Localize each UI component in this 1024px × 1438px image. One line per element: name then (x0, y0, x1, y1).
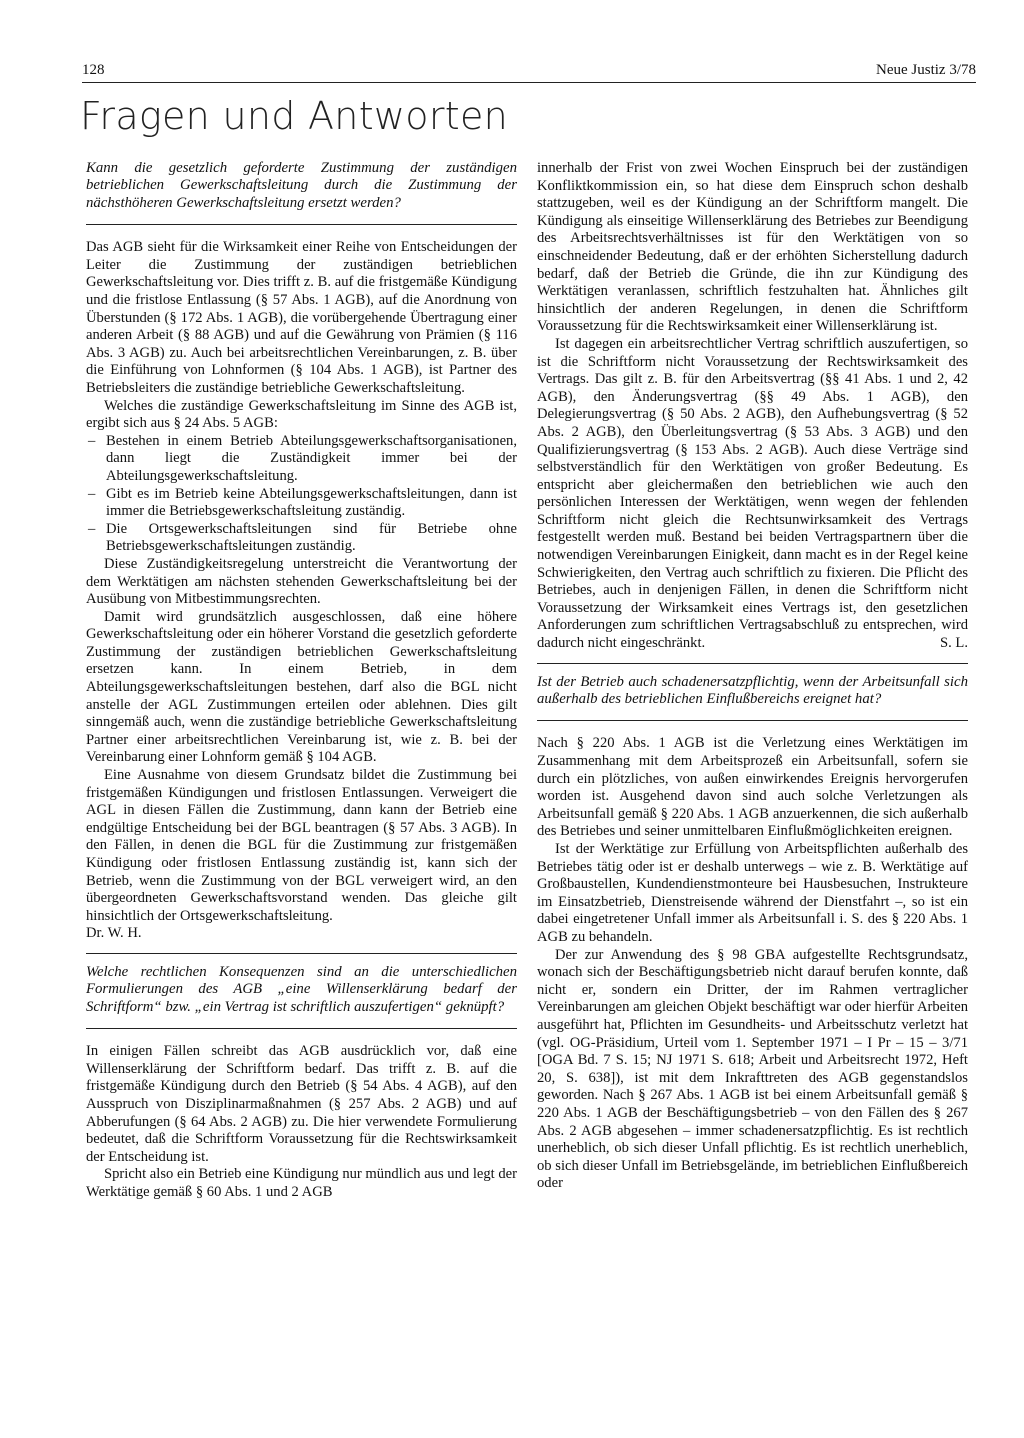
answer-2-text: Ist dagegen ein arbeitsrechtlicher Vertrag schriftlich auszufertigen, so ist die Schriftform nicht Voraussetzung der Rechtswirksamkeit des Vertrags. Das gilt z. B. für den Arbeitsvertrag (§§ 41 Abs. 1 und 2, 42 AGB), den Änderungsvertrag (§§ 49 Abs. 1 AGB), den Delegierungsvertrag (§ 50 Abs. 2 AGB), den Aufhebungsvertrag (§ 52 Abs. 2 AGB), den Überleitungsvertrag (§ 53 Abs. 3 AGB) und den Qualifizierungsvertrag (§ 153 Abs. 2 AGB). Auch diese Verträge sind selbstverständlich für den Werktätigen von großer Bedeutung. Es entspricht aber gleichermaßen den betrieblichen wie auch den persönlichen Interessen der Werktätigen, wenn wegen der fehlenden Schriftform nicht gleich die Rechtsunwirksamkeit des Vertrags festgestellt werden muß. Bestand bei beiden Vertragspartnern über die notwendigen Vereinbarungen Einigkeit, dann macht es in der Regel keine Schwierigkeiten, den Vertrag auch schriftlich zu fixieren. Die Pflicht des Betriebes, auch in denjenigen Fällen, in denen die Schriftform nicht Voraussetzung der Wirksamkeit eines Vertrags ist, den gesetzlichen Anforderungen zum schriftlichen Vertragsabschluß zu entsprechen, wird dadurch nicht eingeschränkt. (537, 335, 968, 652)
question-2: Welche rechtlichen Konsequenzen sind an die unterschiedlichen Formulierungen des AGB „eine Willenserklärung bedarf der Schriftform“ bzw. „ein Vertrag ist schriftlich auszufertigen“ geknüpft? (86, 963, 517, 1015)
page-title: Fragen und Antworten (80, 94, 509, 138)
question-2-box (86, 953, 517, 1029)
left-column (86, 160, 517, 1202)
header-rule (82, 82, 976, 83)
answer-1-paragraph: Diese Zuständigkeitsregelung unterstreicht die Verantwortung der dem Werktätigen am nächsten stehenden Gewerkschaftsleitung bei der Ausübung von Mitbestimmungsrechten. (86, 555, 517, 608)
question-1-box (86, 160, 517, 225)
author-signature: S. L. (940, 635, 968, 652)
page-header (82, 62, 976, 84)
question-1: Kann die gesetzlich geforderte Zustimmung der zuständigen betrieblichen Gewerkschaftsleitung durch die Zustimmung der nächsthöheren Gewerkschaftsleitung ersetzt werden? (86, 160, 517, 211)
list-item: – Bestehen in einem Betrieb Abteilungsgewerkschaftsorganisationen, dann liegt die Zuständigkeit immer bei der Abteilungsgewerkschaftsleitung. (86, 433, 517, 486)
page-number: 128 (82, 62, 105, 78)
journal-issue: Neue Justiz 3/78 (876, 62, 976, 78)
answer-3-paragraph: Ist der Werktätige zur Erfüllung von Arbeitspflichten außerhalb des Betriebes tätig oder ist er deshalb unterwegs – wie z. B. Werktätige auf Großbaustellen, Kundendienstmonteure bei Hausbesuchen, Instrukteure im Einsatzbetrieb, Dienstreisende während der Dienstfahrt –, so ist ein dabei eingetretener Unfall immer als Arbeitsunfall i. S. des § 220 Abs. 1 AGB zu behandeln. (537, 841, 968, 945)
answer-2-paragraph (537, 336, 968, 653)
answer-3-paragraph: Nach § 220 Abs. 1 AGB ist die Verletzung eines Werktätigen im Zusammenhang mit dem Arbeitsprozeß ein Arbeitsunfall, sofern sie durch ein plötzliches, von außen einwirkendes Ereignis hervorgerufen worden ist. Ausgehend davon sind auch solche Verletzungen als Arbeitsunfall gemäß § 220 Abs. 1 AGB anzuerkennen, die sich außerhalb des Betriebes und seiner unmittelbaren Einflußmöglichkeiten ereignen. (537, 735, 968, 840)
list-item: – Gibt es im Betrieb keine Abteilungsgewerkschaftsleitungen, dann ist immer die Betriebsgewerkschaftsleitung zuständig. (86, 486, 517, 521)
question-3-box (537, 663, 968, 722)
answer-3-paragraph: Der zur Anwendung des § 98 GBA aufgestellte Rechtsgrundsatz, wonach sich der Beschäftigungsbetrieb nicht darauf berufen konnte, daß nicht er, sondern ein Dritter, der im Rahmen vertraglicher Vereinbarungen am gleichen Objekt beschäftigt war oder hierfür Arbeiten ausgeführt hat, Pflichten im Gesundheits- und Arbeitsschutz verletzt hat (vgl. OG-Präsidium, Urteil vom 1. September 1971 – I Pr – 15 – 3/71 [OGA Bd. 7 S. 15; NJ 1971 S. 618; Arbeit und Arbeitsrecht 1972, Heft 20, S. 638]), ist mit dem Inkrafttreten des AGB gegenstandslos geworden. Nach § 267 Abs. 1 AGB ist bei einem Arbeitsunfall gemäß § 220 Abs. 1 AGB der Beschäftigungsbetrieb – von den Fällen des § 267 Abs. 2 AGB abgesehen – immer schadenersatzpflichtig. Es ist rechtlich unerheblich, ob sich dieser Unfall pflichtig. Es ist rechtlich unerheblich, ob sich dieser Unfall im Betriebsgelände, im betrieblichen Einflußbereich oder (537, 946, 968, 1192)
answer-1-paragraph: Damit wird grundsätzlich ausgeschlossen, daß eine höhere Gewerkschaftsleitung oder ein höherer Vorstand die gesetzlich geforderte Zustimmung der zuständigen betrieblichen Gewerkschaftsleitung ersetzen kann. In einem Betrieb, in dem Abteilungsgewerkschaftsleitungen bestehen, darf also die BGL nicht anstelle der AGL Zustimmungen erteilen oder ablehnen. Dies gilt sinngemäß auch, wenn die zuständige betriebliche Gewerkschaftsleitung Partner einer arbeitsrechtlichen Vereinbarung ist, wie z. B. bei der Vereinbarung einer Lohnform gemäß § 104 AGB. (86, 608, 517, 766)
answer-1-paragraph: Welches die zuständige Gewerkschaftsleitung im Sinne des AGB ist, ergibt sich aus § 24 Abs. 5 AGB: (86, 397, 517, 432)
answer-1-paragraph: Eine Ausnahme von diesem Grundsatz bildet die Zustimmung bei fristgemäßen Kündigungen und fristlosen Entlassungen. Verweigert die AGL in diesen Fällen die Zustimmung, dann kann der Betrieb eine endgültige Entscheidung bei der BGL beantragen (§ 57 Abs. 3 AGB). In den Fällen, in denen die BGL für die Zustimmung zur fristgemäßen Kündigung oder fristlosen Entlassung zuständig ist, kann sich der Betrieb, wenn die Zustimmung von der BGL verweigert wird, an den übergeordneten Gewerkschaftsvorstand wenden. Das gleiche gilt hinsichtlich der Ortsgewerkschaftsleitung. (86, 767, 517, 924)
answer-1-paragraph: Das AGB sieht für die Wirksamkeit einer Reihe von Entscheidungen der Leiter die Zustimmung der zuständigen betrieblichen Gewerkschaftsleitung vor. Dies trifft z. B. auf die fristgemäße Kündigung und die fristlose Entlassung (§ 57 Abs. 1 AGB), auf die Anordnung von Überstunden (§ 172 Abs. 1 AGB), die vorübergehende Übertragung einer anderen Arbeit (§ 88 AGB) und auf die Gewährung von Prämien (§ 116 Abs. 3 AGB) zu. Auch bei arbeitsrechtlichen Vereinbarungen, z. B. über die Einführung von Lohnformen (§ 104 Abs. 1 AGB), ist Partner des Betriebsleiters die zuständige betriebliche Gewerkschaftsleitung. (86, 239, 517, 396)
answer-2-paragraph: In einigen Fällen schreibt das AGB ausdrücklich vor, daß eine Willenserklärung der Schriftform bedarf. Das trifft z. B. auf die fristgemäße Kündigung durch den Betrieb (§ 54 Abs. 4 AGB), auf den Ausspruch von Disziplinarmaßnahmen (§ 257 Abs. 2 AGB) und auf Abberufungen (§ 64 Abs. 2 AGB) zu. Die hier verwendete Formulierung bedeutet, daß die Schriftform Voraussetzung für die Rechtswirksamkeit der Entscheidung ist. (86, 1043, 517, 1165)
question-3: Ist der Betrieb auch schadenersatzpflichtig, wenn der Arbeitsunfall sich außerhalb des betrieblichen Einflußbereichs ereignet hat? (537, 673, 968, 708)
answer-2-paragraph: Spricht also ein Betrieb eine Kündigung nur mündlich aus und legt der Werktätige gemäß § 60 Abs. 1 und 2 AGB (86, 1166, 518, 1200)
answer-2-paragraph: innerhalb der Frist von zwei Wochen Einspruch bei der zuständigen Konfliktkommission ein, so hat diese dem Einspruch schon deshalb stattzugeben, weil es der Kündigung an der Schriftform mangelt. Die Kündigung als einseitige Willenserklärung des Betriebes zur Beendigung des Arbeitsrechtsverhältnisses ist für den Werktätigen von so einschneidender Bedeutung, daß er der erhöhten Sicherstellung dadurch bedarf, daß der Betrieb die Gründe, die ihn zur Kündigung des Werktätigen veranlassen, schriftlich festzuhalten hat. Ähnliches gilt hinsichtlich der anderen Regelungen, in denen die Schriftform Voraussetzung für die Rechtswirksamkeit einer Willenserklärung ist. (537, 160, 968, 335)
list-item: – Die Ortsgewerkschaftsleitungen sind für Betriebe ohne Betriebsgewerkschaftsleitungen zuständig. (86, 521, 517, 556)
right-column (537, 160, 968, 1193)
author-signature: Dr. W. H. (86, 925, 142, 942)
responsibility-list (86, 433, 517, 556)
